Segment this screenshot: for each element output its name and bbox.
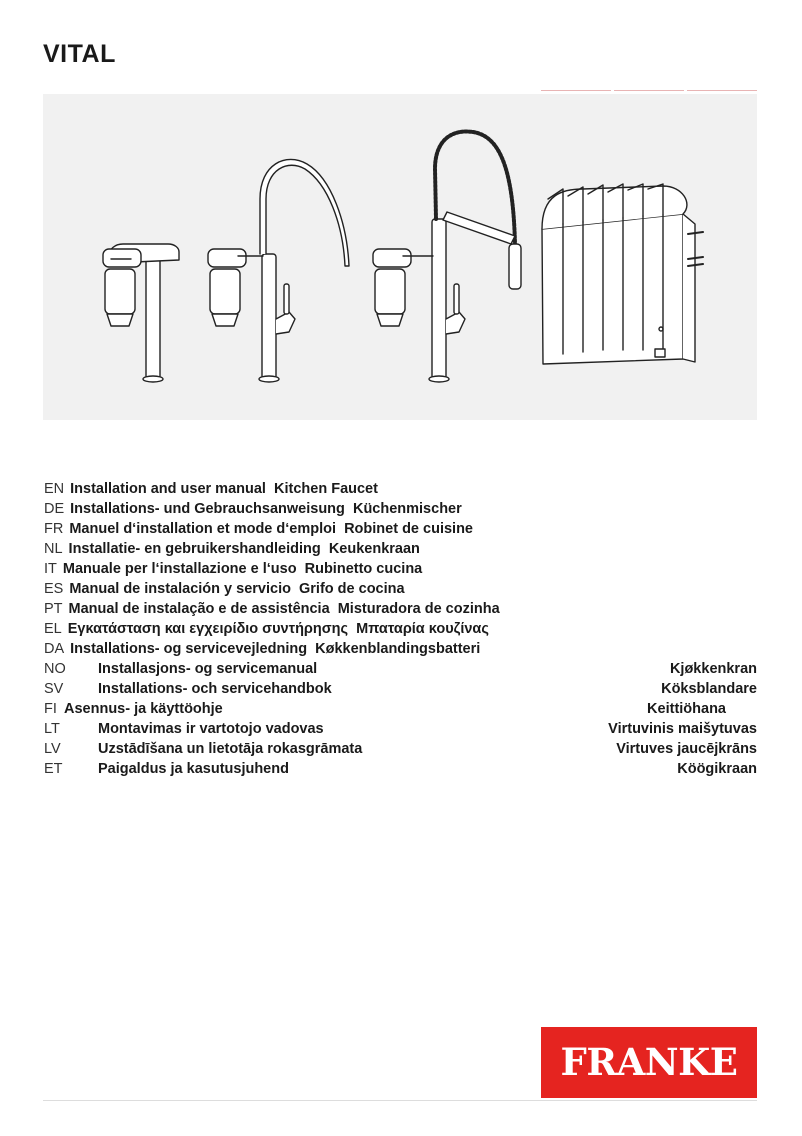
lang-code: PT [44, 601, 63, 617]
lang-row-es [44, 580, 757, 600]
lang-code: FR [44, 521, 64, 537]
footer-divider [43, 1100, 757, 1101]
lang-code: NO [44, 661, 66, 677]
manual-title: Asennus- ja käyttöohje [64, 701, 223, 717]
lang-row-en [44, 480, 757, 500]
lang-row-lv [44, 740, 757, 760]
lang-code: LT [44, 721, 60, 737]
product-name: Köögikraan [677, 761, 757, 777]
manual-title: Installations- og servicevejledning [70, 641, 308, 657]
lang-row-nl [44, 540, 757, 560]
product-name: Keittiöhana [647, 701, 726, 717]
manual-title: Installations- och servicehandbok [98, 681, 332, 697]
lang-row-fi [44, 700, 757, 720]
product-name: Küchenmischer [352, 501, 462, 517]
manual-title: Installatie- en gebruikershandleiding [68, 541, 321, 557]
product-name: Køkkenblandingsbatteri [315, 641, 481, 657]
manual-title: Manual de instalação e de assistência [68, 601, 330, 617]
manual-title: Manual de instalación y servicio [69, 581, 291, 597]
brand-name: FRANKE [560, 1040, 738, 1084]
product-name: Virtuvinis maišytuvas [608, 721, 757, 737]
product-name: Keukenkraan [328, 541, 420, 557]
lang-row-no [44, 660, 757, 680]
product-name: Virtuves jaucējkrāns [616, 741, 757, 757]
manual-title: Montavimas ir vartotojo vadovas [98, 721, 324, 737]
lang-code: FI [44, 701, 57, 717]
manual-title: Paigaldus ja kasutusjuhend [98, 761, 289, 777]
lang-row-fr [44, 520, 757, 540]
product-name: Robinet de cuisine [344, 521, 473, 537]
lang-code: LV [44, 741, 61, 757]
document-title: VITAL [43, 40, 116, 68]
lang-code: DE [44, 501, 65, 517]
manual-title: Installations- und Gebrauchsanweisung [70, 501, 345, 517]
manual-title: Manuel d‘installation et mode d‘emploi [69, 521, 337, 537]
lang-code: ET [44, 761, 63, 777]
boiler-unit [542, 184, 703, 364]
product-name: Μπαταρία κουζίνας [356, 621, 489, 637]
product-name: Köksblandare [661, 681, 757, 697]
manual-title: Installation and user manual [70, 481, 266, 497]
lang-code: EN [44, 481, 65, 497]
lang-code: ES [44, 581, 64, 597]
product-name: Rubinetto cucina [304, 561, 423, 577]
lang-row-it [44, 560, 757, 580]
lang-row-pt [44, 600, 757, 620]
product-name: Kitchen Faucet [274, 481, 378, 497]
lang-row-sv [44, 680, 757, 700]
header-accent-lines [541, 90, 757, 92]
lang-row-el [44, 620, 757, 640]
faucet-arc-spout [208, 159, 349, 382]
lang-code: SV [44, 681, 64, 697]
manual-title: Installasjons- og servicemanual [98, 661, 318, 677]
lang-row-da [44, 640, 757, 660]
lang-row-lt [44, 720, 757, 740]
product-name: Kjøkkenkran [669, 661, 757, 677]
manual-title: Εγκατάσταση και εγχειρίδιο συντήρησης [67, 621, 349, 637]
faucet-short-spout [103, 244, 179, 382]
language-list [44, 480, 757, 780]
manual-title: Manuale per l‘installazione e l‘uso [62, 561, 297, 577]
lang-row-de [44, 500, 757, 520]
lang-code: EL [44, 621, 62, 637]
lang-row-et [44, 760, 757, 780]
faucet-spring-spout [373, 131, 521, 382]
product-name: Misturadora de cozinha [337, 601, 500, 617]
lang-code: NL [44, 541, 63, 557]
lang-code: IT [44, 561, 57, 577]
franke-logo [541, 1027, 757, 1098]
manual-title: Uzstādīšana un lietotāja rokasgrāmata [98, 741, 363, 757]
product-illustration [43, 94, 757, 420]
lang-code: DA [44, 641, 65, 657]
product-name: Grifo de cocina [299, 581, 405, 597]
